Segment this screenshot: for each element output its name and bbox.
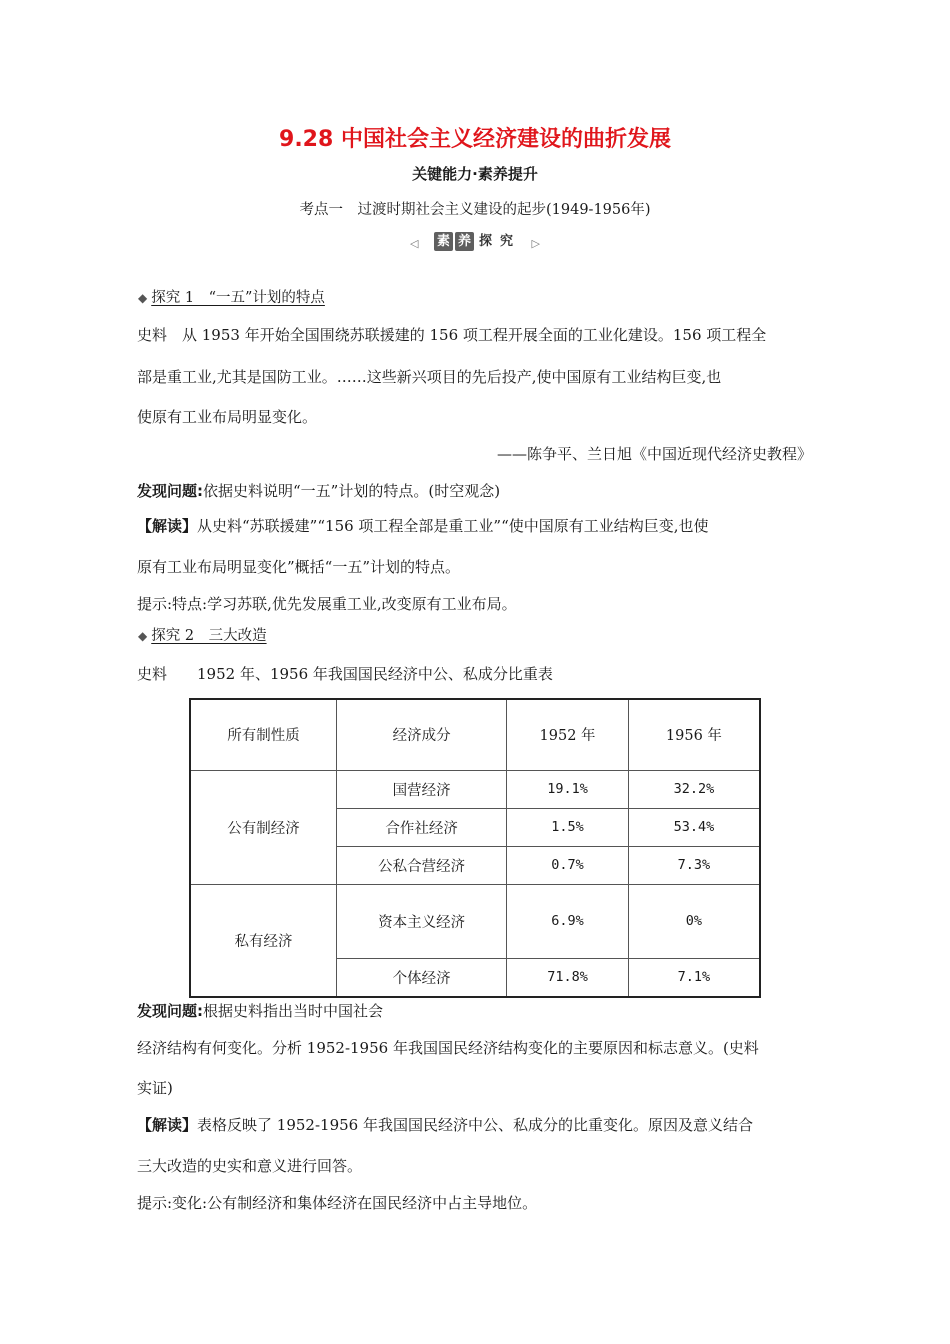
kaodian-heading: 考点一 过渡时期社会主义建设的起步(1949-1956年) (299, 202, 651, 218)
explore1-source-line: 部是重工业,尤其是国防工业。……这些新兴项目的先后投产,使中国原有工业结构巨变,也 (137, 368, 722, 386)
explore-banner (410, 230, 540, 254)
banner-arrow-right-icon: ▷ (531, 237, 540, 250)
value-cell: 32.2% (628, 770, 760, 808)
group-cell: 公有制经济 (190, 770, 336, 884)
economy-share-table (189, 698, 761, 998)
component-cell: 公私合营经济 (336, 846, 506, 884)
component-cell: 个体经济 (336, 958, 506, 997)
component-cell: 合作社经济 (336, 808, 506, 846)
question-text: 依据史料说明“一五”计划的特点。(时空观念) (203, 482, 501, 500)
value-cell: 0.7% (507, 846, 629, 884)
explore1-heading: ◆ 探究 1 “一五”计划的特点 (138, 290, 325, 306)
reading-text: 从史料“苏联援建”“156 项工程全部是重工业”“使中国原有工业结构巨变,也使 (197, 517, 709, 535)
question-label: 发现问题: (137, 1002, 203, 1020)
value-cell: 71.8% (507, 958, 629, 997)
explore2-question (137, 1000, 383, 1021)
explore2-reading-line2: 三大改造的史实和意义进行回答。 (137, 1157, 363, 1175)
value-cell: 53.4% (628, 808, 760, 846)
explore2-source-caption: 史料 1952 年、1956 年我国国民经济中公、私成分比重表 (137, 665, 553, 683)
page-title: 9.28 中国社会主义经济建设的曲折发展 (279, 127, 671, 152)
table-header-row (190, 699, 760, 770)
reading-label: 【解读】 (137, 1116, 198, 1134)
question-label: 发现问题: (137, 482, 203, 500)
explore1-source-line: 使原有工业布局明显变化。 (137, 408, 318, 426)
explore1-citation: ——陈争平、兰日旭《中国近现代经济史教程》 (496, 445, 812, 463)
table-header: 经济成分 (336, 699, 506, 770)
diamond-bullet-icon: ◆ (138, 291, 148, 305)
value-cell: 0% (628, 884, 760, 958)
explore2-reading (137, 1114, 753, 1135)
explore1-hint: 提示:特点:学习苏联,优先发展重工业,改变原有工业布局。 (137, 595, 517, 613)
table-row (190, 884, 760, 958)
explore2-heading: ◆ 探究 2 三大改造 (138, 628, 267, 644)
value-cell: 7.1% (628, 958, 760, 997)
table-header: 1952 年 (507, 699, 629, 770)
group-cell: 私有经济 (190, 884, 336, 997)
banner-char: 素 (434, 232, 453, 251)
banner-char: 养 (455, 232, 474, 251)
value-cell: 7.3% (628, 846, 760, 884)
explore1-reading-line2: 原有工业布局明显变化”概括“一五”计划的特点。 (137, 558, 461, 576)
value-cell: 6.9% (507, 884, 629, 958)
table-header: 1956 年 (628, 699, 760, 770)
explore1-source-line: 史料 从 1953 年开始全国围绕苏联援建的 156 项工程开展全面的工业化建设。156 项工程全 (137, 326, 767, 344)
explore2-question-line3: 实证) (137, 1079, 173, 1097)
banner-char: 究 (499, 234, 513, 249)
reading-label: 【解读】 (137, 517, 198, 535)
explore2-question-line2: 经济结构有何变化。分析 1952-1956 年我国国民经济结构变化的主要原因和标志意义。(史料 (137, 1039, 759, 1057)
table-row (190, 770, 760, 808)
value-cell: 1.5% (507, 808, 629, 846)
explore1-reading (137, 515, 709, 536)
component-cell: 国营经济 (336, 770, 506, 808)
question-text: 根据史料指出当时中国社会 (203, 1002, 384, 1020)
table-header: 所有制性质 (190, 699, 336, 770)
banner-arrow-left-icon: ◁ (410, 237, 419, 250)
component-cell: 资本主义经济 (336, 884, 506, 958)
diamond-bullet-icon: ◆ (138, 629, 148, 643)
value-cell: 19.1% (507, 770, 629, 808)
reading-text: 表格反映了 1952-1956 年我国国民经济中公、私成分的比重变化。原因及意义结合 (197, 1116, 753, 1134)
explore1-question (137, 480, 500, 501)
section-subtitle: 关键能力·素养提升 (412, 165, 538, 183)
banner-char: 探 (478, 234, 492, 249)
explore2-hint: 提示:变化:公有制经济和集体经济在国民经济中占主导地位。 (137, 1194, 538, 1212)
